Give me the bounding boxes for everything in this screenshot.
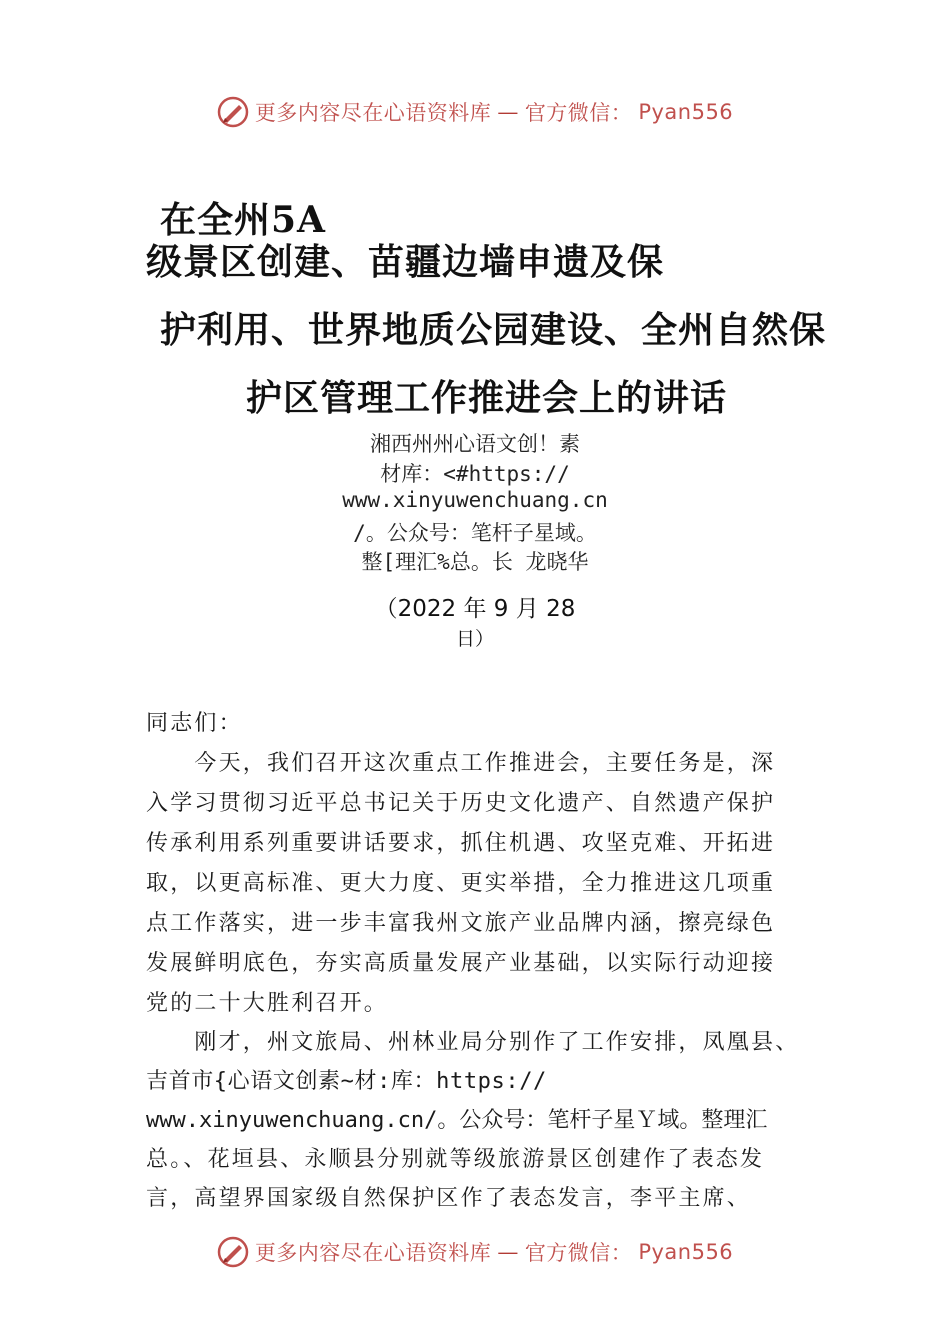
date-line-1: （2022 年 9 月 28 <box>374 596 576 622</box>
paragraph-1-line: 传承利用系列重要讲话要求，抓住机遇、攻坚克难、开拓进 <box>146 831 776 856</box>
date-line-2: 日） <box>455 628 494 650</box>
paragraph-1-line: 取，以更高标准、更大力度、更实举措，全力推进这几项重 <box>146 871 776 896</box>
paragraph-2-line: 言，高望界国家级自然保护区作了表态发言，李平主席、 <box>146 1186 752 1211</box>
byline-line-3: www.xinyuwenchuang.cn <box>342 488 608 512</box>
title-line-4: 护区管理工作推进会上的讲话 <box>246 377 728 419</box>
byline-line-1: 湘西州州心语文创！素 <box>370 432 580 456</box>
banner-separator: — <box>497 100 519 124</box>
title-line-2: 级景区创建、苗疆边墙申遗及保 <box>146 241 665 283</box>
paragraph-1-line: 今天，我们召开这次重点工作推进会，主要任务是，深 <box>146 751 776 776</box>
paragraph-2-line: www.xinyuwenchuang.cn/。公众号：笔杆子星Ｙ域。整理汇 <box>146 1108 768 1133</box>
banner-label: 官方微信： <box>524 101 633 125</box>
banner-text: 更多内容尽在心语资料库 <box>254 101 492 125</box>
banner-text: 更多内容尽在心语资料库 <box>254 1241 492 1265</box>
byline-line-5: 整[理汇%总。长 龙晓华 <box>361 550 589 574</box>
paragraph-2-line: 刚才，州文旅局、州林业局分别作了工作安排，凤凰县、 <box>146 1030 800 1055</box>
paragraph-2-line: 吉首市{心语文创素~材:库：https:// <box>146 1069 547 1094</box>
paragraph-1-line: 入学习贯彻习近平总书记关于历史文化遗产、自然遗产保护 <box>146 791 776 816</box>
paragraph-1-line: 发展鲜明底色，夯实高质量发展产业基础，以实际行动迎接 <box>146 951 776 976</box>
banner-wechat-id: Pyan556 <box>638 1240 734 1264</box>
title-line-3: 护利用、世界地质公园建设、全州自然保 <box>160 309 827 351</box>
paragraph-1-line: 党的二十大胜利召开。 <box>146 991 389 1016</box>
salutation: 同志们： <box>146 711 243 736</box>
paragraph-2-line: 总。、花垣县、永顺县分别就等级旅游景区创建作了表态发 <box>146 1147 765 1172</box>
footer-banner <box>0 1236 950 1268</box>
byline-line-2: 材库：<#https:// <box>380 462 570 486</box>
paragraph-1-line: 点工作落实，进一步丰富我州文旅产业品牌内涵，擦亮绿色 <box>146 911 776 936</box>
banner-wechat-id: Pyan556 <box>638 100 734 124</box>
title-line-1: 在全州5A <box>160 199 326 241</box>
pen-logo-icon <box>217 1236 249 1268</box>
banner-label: 官方微信： <box>524 1241 633 1265</box>
banner-separator: — <box>497 1240 519 1264</box>
byline-line-4: /。公众号：笔杆子星域。 <box>353 521 597 545</box>
pen-logo-icon <box>217 96 249 128</box>
header-banner <box>0 96 950 128</box>
